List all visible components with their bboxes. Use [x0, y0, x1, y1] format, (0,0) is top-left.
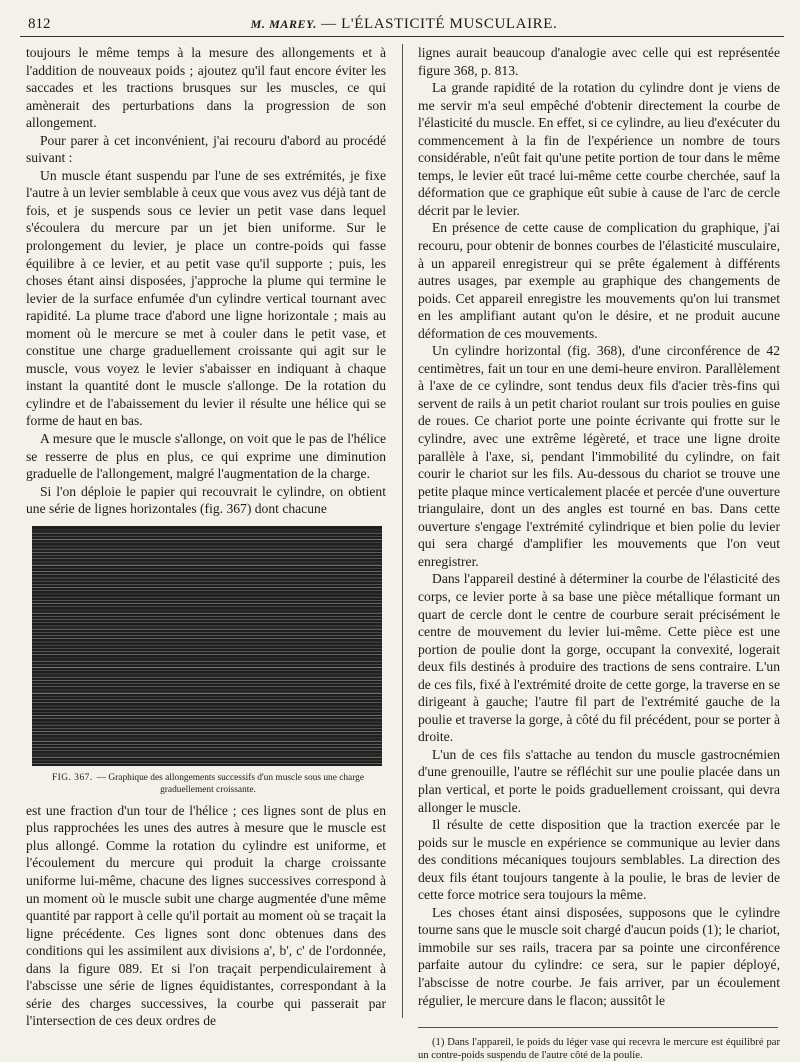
paragraph: Pour parer à cet inconvénient, j'ai recouru d'abord au procédé suivant : [26, 132, 386, 166]
paragraph: Si l'on déploie le papier qui recouvrait le cylindre, on obtient une série de lignes horizontales (fig. 367) dont chacune [26, 483, 386, 517]
header-rule [20, 36, 784, 37]
running-header [28, 10, 780, 36]
paragraph: Un muscle étant suspendu par l'une de ses extrémités, je fixe l'autre à un levier semblable à ceux que vous avez vus déjà tant de fois, et je suspends sous ce levier un petit vase dans lequel s'écoulera du mercure par un jet bien uniforme. Sur le prolongement du levier, je place un contre-poids qui fasse équilibre à ce levier, et au petit vase qu'il supporte ; puis, les choses étant ainsi disposées, j'approche la plume qui termine le levier de la surface enfumée d'un cylindre vertical tournant avec rapidité. La plume trace d'abord une ligne horizontale ; mais au moment où le mercure se met à couler dans le petit vase, et constitue une charge graduellement croissante qui agit sur le muscle, vous voyez le levier s'abaisser en indiquant à chaque instant la quantité dont le muscle s'allonge. De la rotation du cylindre et de l'abaissement du levier il résulte une hélice qui se forme de haut en bas. [26, 167, 386, 429]
paragraph: Dans l'appareil destiné à déterminer la courbe de l'élasticité des corps, ce levier porte à sa base une pièce métallique formant un quart de cercle dont le centre de courbure serait précisément le centre de mouvement du levier lui-même. Cette pièce est une portion de poulie dont la gorge, occupant la convexité, logerait deux fils destinés à produire des tractions de sens contraire. L'un de ces fils, fixé à l'extrémité droite de cette gorge, la traverse en se dirigeant à gauche; l'autre fil part de l'extrémité gauche de la poulie et traverse la gorge, à côté du fil précédent, pour se porter à droite. [418, 571, 780, 745]
paragraph: Il résulte de cette disposition que la traction exercée par le poids sur le muscle en expérience se communique au levier dans des conditions mécaniques toujours semblables. La direction des deux fils étant toujours tangente à la poulie, le bras de levier de cette force motrice sera toujours la même. [418, 817, 780, 903]
paragraph: A mesure que le muscle s'allonge, on voit que le pas de l'hélice se resserre de plus en plus, ce qui exprime une diminution graduelle de l'allongement, malgré l'augmentation de la charge. [26, 431, 386, 482]
left-column [26, 44, 386, 1030]
figure-367 [32, 526, 384, 796]
page-number: 812 [28, 16, 51, 32]
running-title [28, 16, 780, 33]
figure-label: FIG. 367. [51, 772, 93, 783]
paragraph: lignes aurait beaucoup d'analogie avec celle qui est représentée figure 368, p. 813. [418, 45, 780, 78]
header-title: L'ÉLASTICITÉ MUSCULAIRE. [341, 16, 558, 32]
paragraph: Les choses étant ainsi disposées, supposons que le cylindre tourne sans que le muscle soit chargé d'aucun poids (1); le chariot, immobile sur ses rails, tracera par sa pointe une circonférence parfaite autour du cylindre: ce sera, sur le papier déployé, l'abscisse de notre courbe. Je fais arriver, par un écoulement régulier, le mercure dans le flacon; aussitôt le [418, 904, 780, 1008]
column-rule [402, 44, 403, 1018]
paragraph: L'un de ces fils s'attache au tendon du muscle gastrocnémien d'une grenouille, l'autre se réfléchit sur une poulie placée dans un plan vertical, et porte le poids graduellement croissant, qui devra allonger le muscle. [418, 746, 780, 815]
graph-image [32, 526, 382, 766]
paragraph: toujours le même temps à la mesure des allongements et à l'addition de nouveaux poids ; ajoutez qu'il faut encore éviter les saccades et les tractions brusques sur les muscles, ce qui amènerait des perturbations dans la progression de son allongement. [26, 45, 386, 131]
figure-caption [32, 772, 384, 796]
paragraph: La grande rapidité de la rotation du cylindre dont je viens de me servir m'a seul empêché d'obtenir directement la courbe de l'élasticité du muscle. En effet, si ce cylindre, au lieu d'exécuter du commencement à la fin de l'expérience un nombre de tours considérable, n'eût fait qu'une petite portion de tour dans le même temps, le levier eût tracé lui-même cette courbe cherchée, sauf la déformation que ce graphique eût subie à cause de l'arc de cercle décrit par le levier. [418, 80, 780, 218]
paragraph: En présence de cette cause de complication du graphique, j'ai recouru, pour obtenir de bonnes courbes de l'élasticité musculaire, à un appareil enregistreur qui se prête également à différents autres usages, par exemple au graphique des changements de poids. Cet appareil enregistre les mouvements qu'on lui transmet en les amplifiant autant qu'on le désire, et ne produit aucune déformation de ces mouvements. [418, 220, 780, 341]
caption-text: — Graphique des allongements successifs d'un muscle sous une charge graduellement croissante. [96, 772, 365, 795]
footnote-rule [418, 1027, 778, 1028]
right-column [418, 44, 780, 1062]
author-name: M. MAREY. [250, 17, 317, 31]
paragraph: Un cylindre horizontal (fig. 368), d'une circonférence de 42 centimètres, fait un tour en une demi-heure environ. Parallèlement à l'axe de ce cylindre, sont tendus deux fils d'acier très-fins qui servent de rails à un petit chariot roulant sur trois poulies en guise de roues. Ce chariot porte une pointe écrivante qui frotte sur le cylindre, avec une extrême légèreté, et trace une ligne droite parallèle à l'axe, si, pendant l'immobilité du cylindre, on fait courir le chariot sur les fils. Au-dessous du chariot se trouve une petite plaque mince verticalement placée et percée d'une ouverture triangulaire, dont un des angles est tourné en bas. Dans cette ouverture s'engage l'extrémité cylindrique et bien polie du levier qui sera chargé d'amplifier les mouvements que l'on veut enregistrer. [418, 343, 780, 569]
paragraph: est une fraction d'un tour de l'hélice ; ces lignes sont de plus en plus rapprochées les unes des autres à mesure que le muscle est plus allongé. Comme la rotation du cylindre est uniforme, et l'écoulement du mercure qui produit la charge croissante uniforme lui-même, chacune des lignes successives correspond à un moment où le muscle subit une charge augmentée d'une même quantité par rapport à celle qu'il portait au moment où se traçait la ligne précédente. Ces lignes sont donc obtenues dans des conditions qui les assimilent aux divisions a', b', c' de l'ordonnée, dans la figure 089. Et si l'on traçait perpendiculairement à l'abscisse une série de lignes équidistantes, correspondant à la série des charges successives, la courbe qui passerait par l'intersection de ces deux ordres de [26, 802, 386, 1029]
title-separator: — [316, 16, 342, 32]
footnote: (1) Dans l'appareil, le poids du léger vase qui recevra le mercure est équilibré par un contre-poids suspendu de l'autre côté de la poulie. [418, 1037, 780, 1062]
